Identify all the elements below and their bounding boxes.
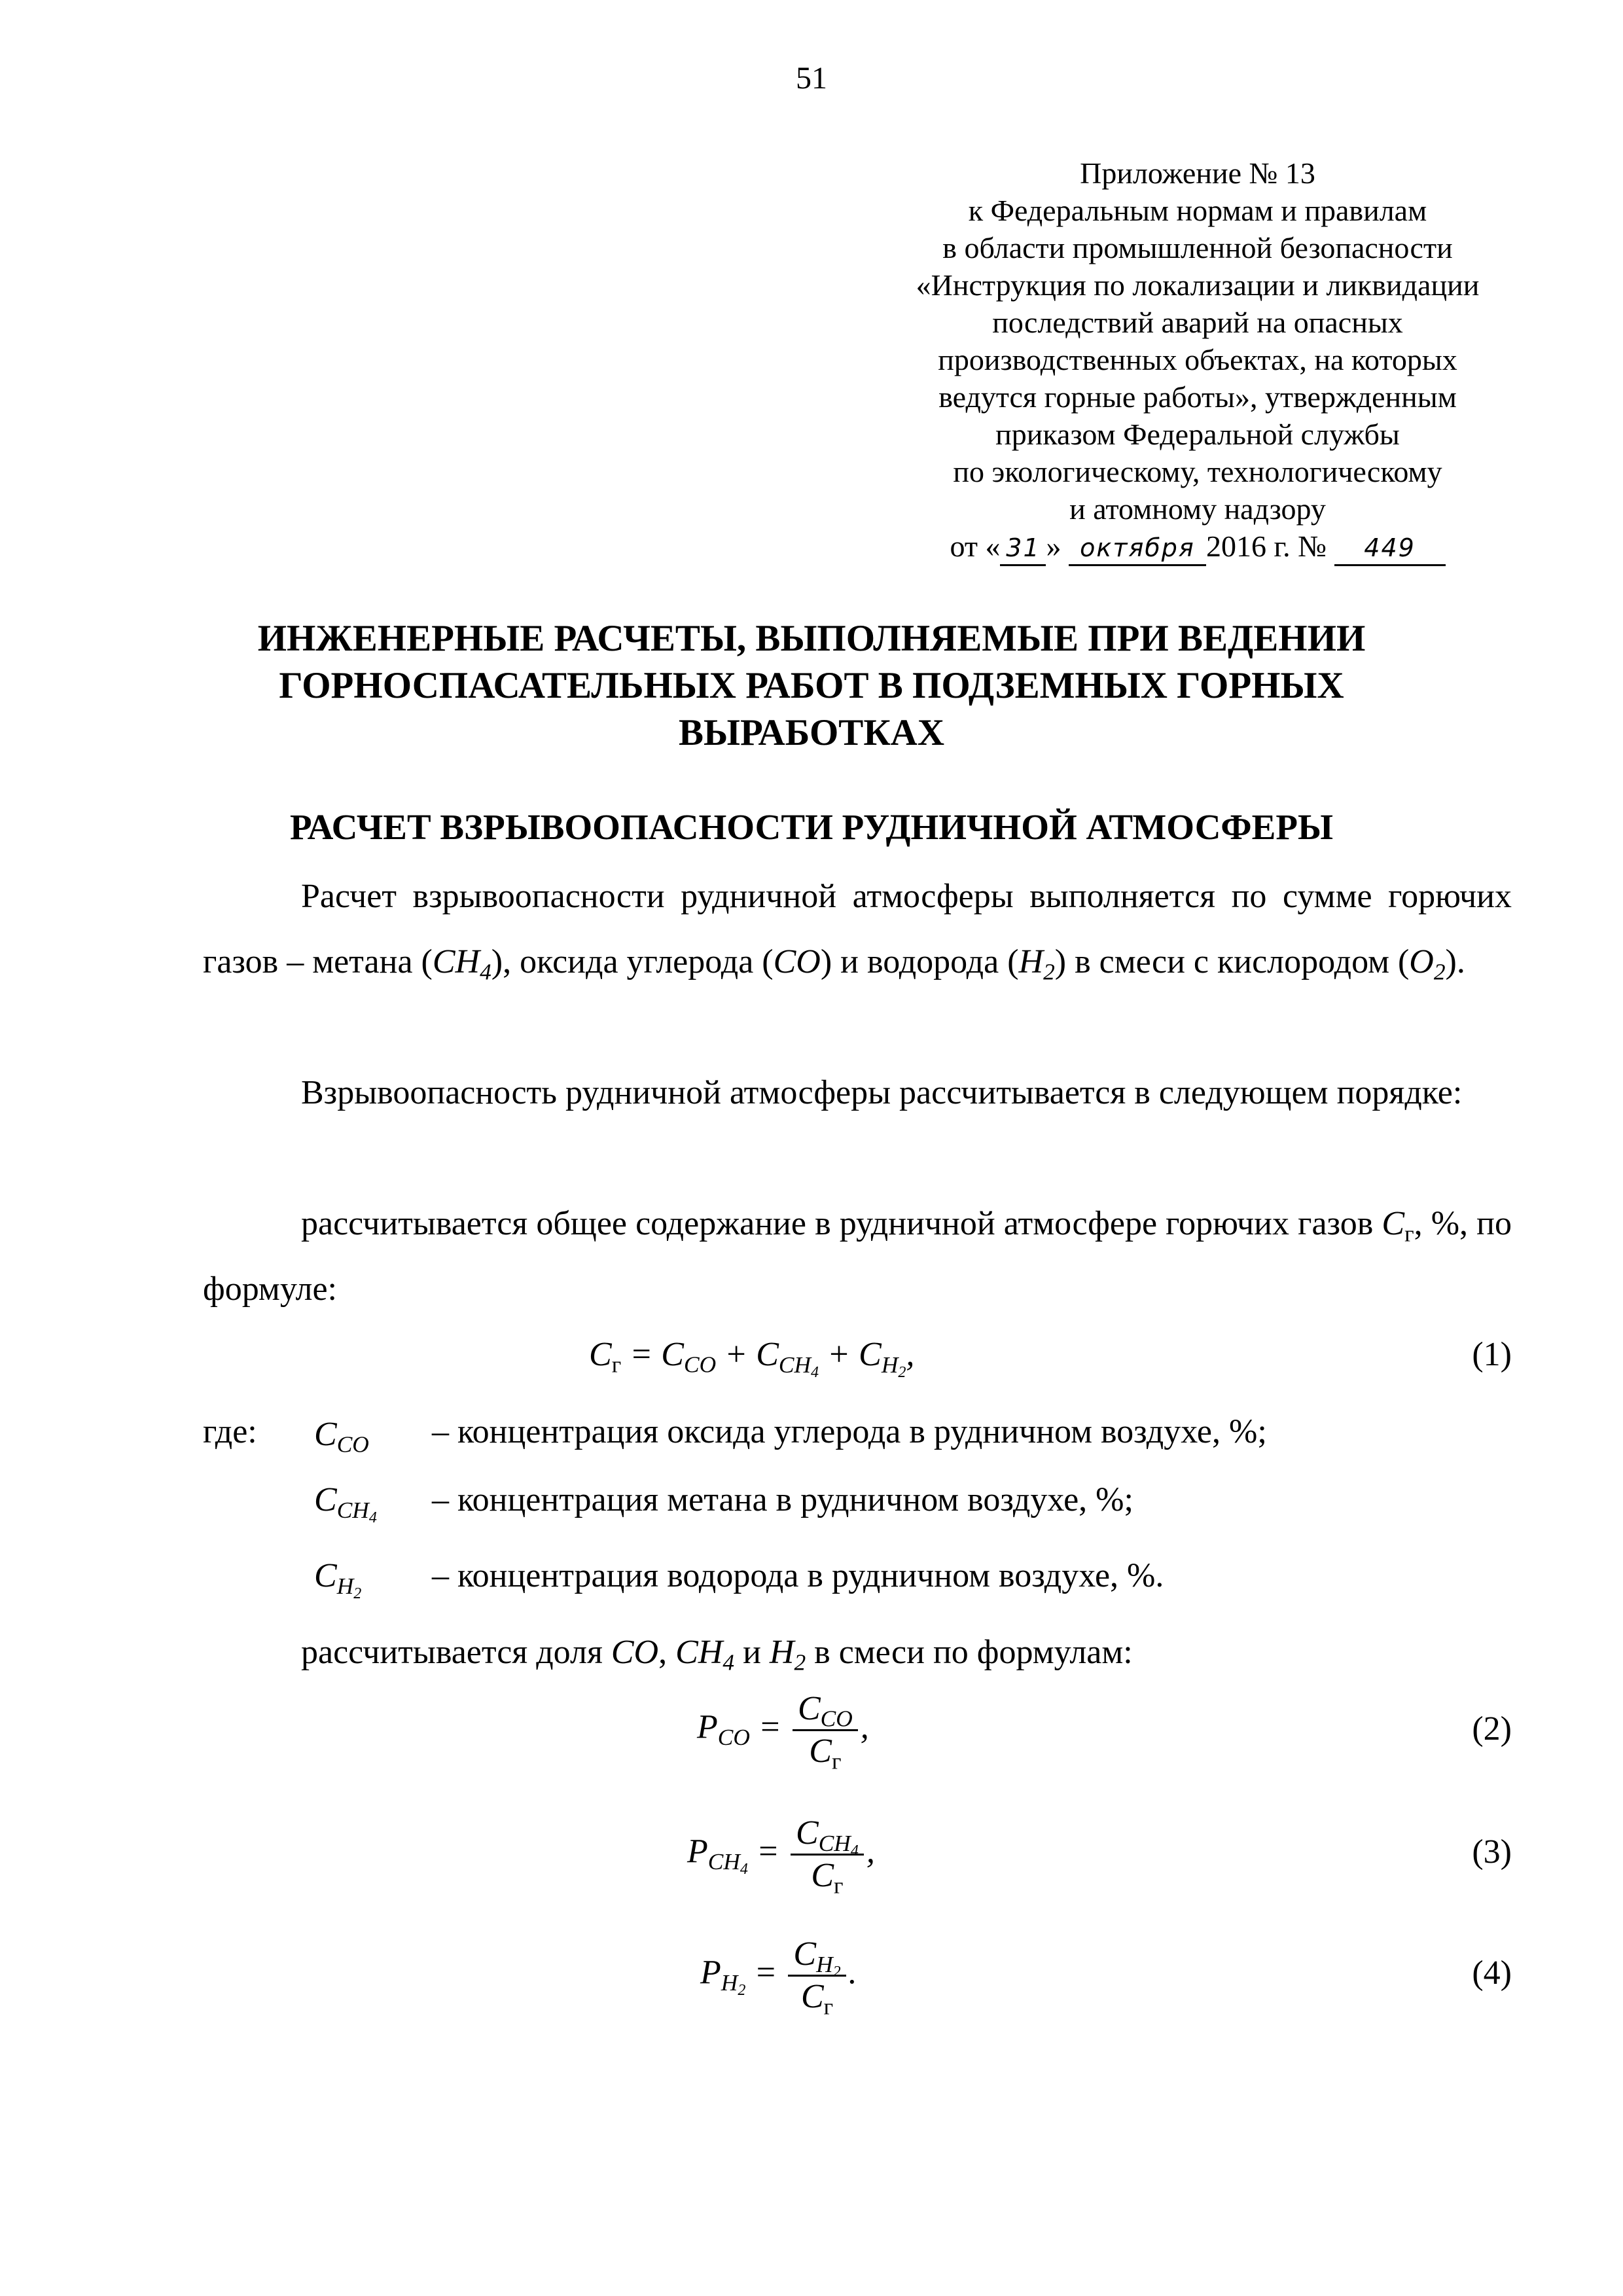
handwritten-day: 31	[1000, 531, 1046, 566]
paragraph-text: , %, по формуле:	[203, 1205, 1512, 1308]
equation-number: (2)	[1472, 1710, 1512, 1748]
handwritten-order-number: 449	[1334, 531, 1446, 566]
page-number: 51	[796, 61, 827, 96]
appendix-line: Приложение № 13	[1080, 156, 1315, 190]
formula-3: $P_{CH_4}$ = $\frac{C_{CH_4}}{C_г}$ ,	[687, 1814, 875, 1899]
formula-2: $P_{CO}$ = $\frac{C_{CO}}{C_г}$ ,	[697, 1690, 869, 1774]
paragraph-fractions: рассчитывается доля CO, $CH_4$ и $H_2$ в смеси по формулам:	[301, 1634, 1133, 1676]
appendix-header	[844, 154, 1551, 566]
appendix-line: приказом Федеральной службы	[995, 418, 1400, 451]
paragraph-text: ), оксида углерода (	[491, 943, 774, 980]
appendix-line: по экологическому, технологическому	[953, 455, 1442, 488]
section-title: РАСЧЕТ ВЗРЫВООПАСНОСТИ РУДНИЧНОЙ АТМОСФЕРЫ	[290, 807, 1333, 847]
main-title-line: ВЫРАБОТКАХ	[679, 712, 944, 753]
paragraph-text: Расчет взрывоопасности рудничной атмосферы выполняется по сумме горючих газов – метана (	[203, 878, 1512, 980]
equation-number: (3)	[1472, 1833, 1512, 1871]
paragraph-gases: Расчет взрывоопасности рудничной атмосферы выполняется по сумме горючих газов – метана $(CH_4)$, оксида углерода (CO) и водорода $(H_2)$ в смеси с кислородом $(O_2)$.	[203, 878, 1512, 985]
appendix-line: производственных объектах, на которых	[938, 343, 1457, 376]
appendix-line: ведутся горные работы», утвержденным	[938, 380, 1457, 414]
paragraph-text: в смеси по формулам:	[806, 1634, 1133, 1671]
formula-1: $C_г = C_{CO} + C_{CH_4} + C_{H_2}$,	[589, 1336, 915, 1381]
appendix-line: к Федеральным нормам и правилам	[968, 194, 1427, 227]
paragraph-text: рассчитывается доля	[301, 1634, 611, 1671]
definition-h2: – концентрация водорода в рудничном воздухе, %.	[432, 1557, 1164, 1594]
handwritten-month: октября	[1069, 531, 1206, 566]
definition-ch4: – концентрация метана в рудничном воздухе, %;	[432, 1481, 1133, 1518]
symbol-c-ch4: $C_{CH_4}$	[314, 1481, 377, 1526]
paragraph-order: Взрывоопасность рудничной атмосферы рассчитывается в следующем порядке:	[301, 1074, 1463, 1111]
paragraph-text: ) в смеси с кислородом (	[1054, 943, 1410, 980]
date-prefix: от «	[950, 529, 1001, 563]
date-year: 2016 г. №	[1205, 529, 1327, 563]
appendix-line: последствий аварий на опасных	[992, 306, 1403, 339]
appendix-line: «Инструкция по локализации и ликвидации	[916, 268, 1480, 302]
main-title-line: ГОРНОСПАСАТЕЛЬНЫХ РАБОТ В ПОДЗЕМНЫХ ГОРНЫХ	[279, 665, 1344, 706]
appendix-line: в области промышленной безопасности	[942, 231, 1453, 264]
paragraph-text: ).	[1445, 943, 1465, 980]
paragraph-text: рассчитывается общее содержание в рудничной атмосфере горючих газов	[301, 1205, 1374, 1242]
main-title-line: ИНЖЕНЕРНЫЕ РАСЧЕТЫ, ВЫПОЛНЯЕМЫЕ ПРИ ВЕДЕНИИ	[257, 618, 1366, 659]
symbol-c-co: $C_{CO}$	[314, 1416, 369, 1458]
paragraph-total-content: рассчитывается общее содержание в рудничной атмосфере горючих газов $C_г$, %, по формуле:	[203, 1205, 1512, 1308]
equation-number: (4)	[1472, 1954, 1512, 1992]
date-mid: »	[1046, 529, 1061, 563]
definition-co: – концентрация оксида углерода в рудничном воздухе, %;	[432, 1413, 1267, 1450]
formula-4: $P_{H_2}$ = $\frac{C_{H_2}}{C_г}$ .	[700, 1935, 857, 2020]
paragraph-text: ) и водорода (	[820, 943, 1019, 980]
appendix-line: и атомному надзору	[1069, 492, 1326, 526]
order-date-line	[844, 528, 1551, 566]
main-title	[196, 615, 1427, 757]
paragraph-text: и	[734, 1634, 770, 1671]
where-label: где:	[203, 1413, 257, 1450]
equation-number: (1)	[1472, 1336, 1512, 1373]
symbol-c-h2: $C_{H_2}$	[314, 1557, 362, 1602]
